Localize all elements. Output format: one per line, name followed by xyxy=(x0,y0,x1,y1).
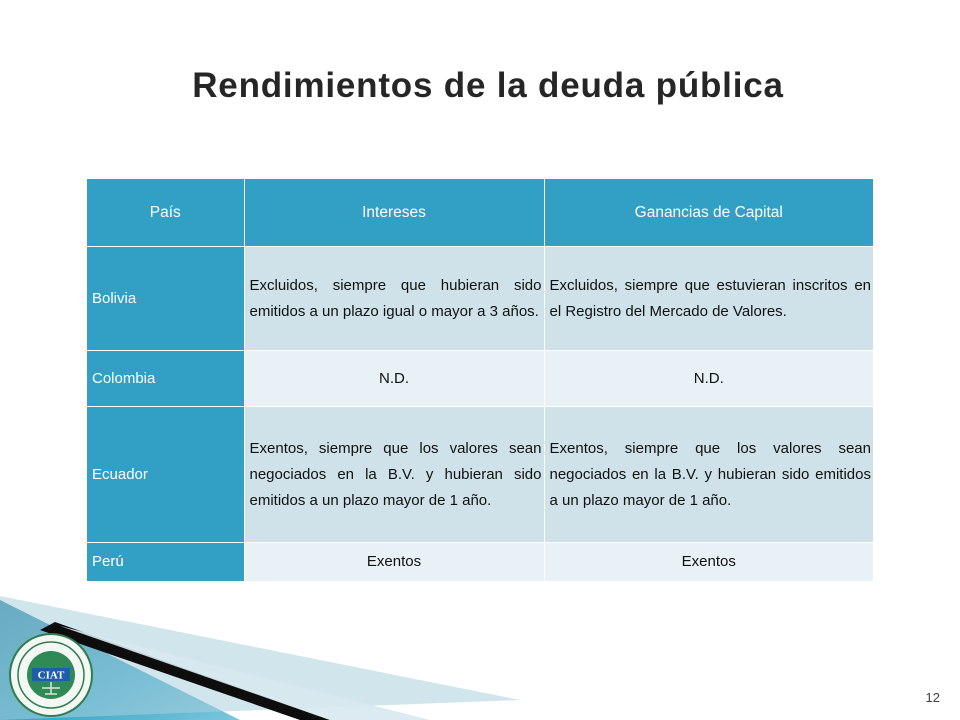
header-intereses: Intereses xyxy=(244,179,544,247)
footer-swoosh-decoration xyxy=(0,560,960,720)
page-title: Rendimientos de la deuda pública xyxy=(192,66,784,105)
header-pais: País xyxy=(87,179,244,247)
ganancias-cell: N.D. xyxy=(544,351,873,407)
country-cell: Bolivia xyxy=(87,247,244,351)
ganancias-cell: Excluidos, siempre que estuvieran inscritos en el Registro del Mercado de Valores. xyxy=(544,247,873,351)
table-row-ecuador xyxy=(87,407,873,543)
page-number: 12 xyxy=(925,690,940,705)
table-row-colombia xyxy=(87,351,873,407)
debt-yield-table xyxy=(87,179,873,581)
country-cell: Perú xyxy=(87,543,244,581)
svg-text:CIAT: CIAT xyxy=(37,669,65,682)
ciat-seal-logo xyxy=(8,632,94,718)
country-cell: Ecuador xyxy=(87,407,244,543)
ganancias-cell: Exentos, siempre que los valores sean negociados en la B.V. y hubieran sido emitidos a un plazo mayor de 1 año. xyxy=(544,407,873,543)
intereses-cell: Exentos, siempre que los valores sean negociados en la B.V. y hubieran sido emitidos a un plazo mayor de 1 año. xyxy=(244,407,544,543)
intereses-cell: Excluidos, siempre que hubieran sido emitidos a un plazo igual o mayor a 3 años. xyxy=(244,247,544,351)
ganancias-cell: Exentos xyxy=(544,543,873,581)
table-row-bolivia xyxy=(87,247,873,351)
intereses-cell: N.D. xyxy=(244,351,544,407)
header-ganancias: Ganancias de Capital xyxy=(544,179,873,247)
table-header-row xyxy=(87,179,873,247)
country-cell: Colombia xyxy=(87,351,244,407)
intereses-cell: Exentos xyxy=(244,543,544,581)
